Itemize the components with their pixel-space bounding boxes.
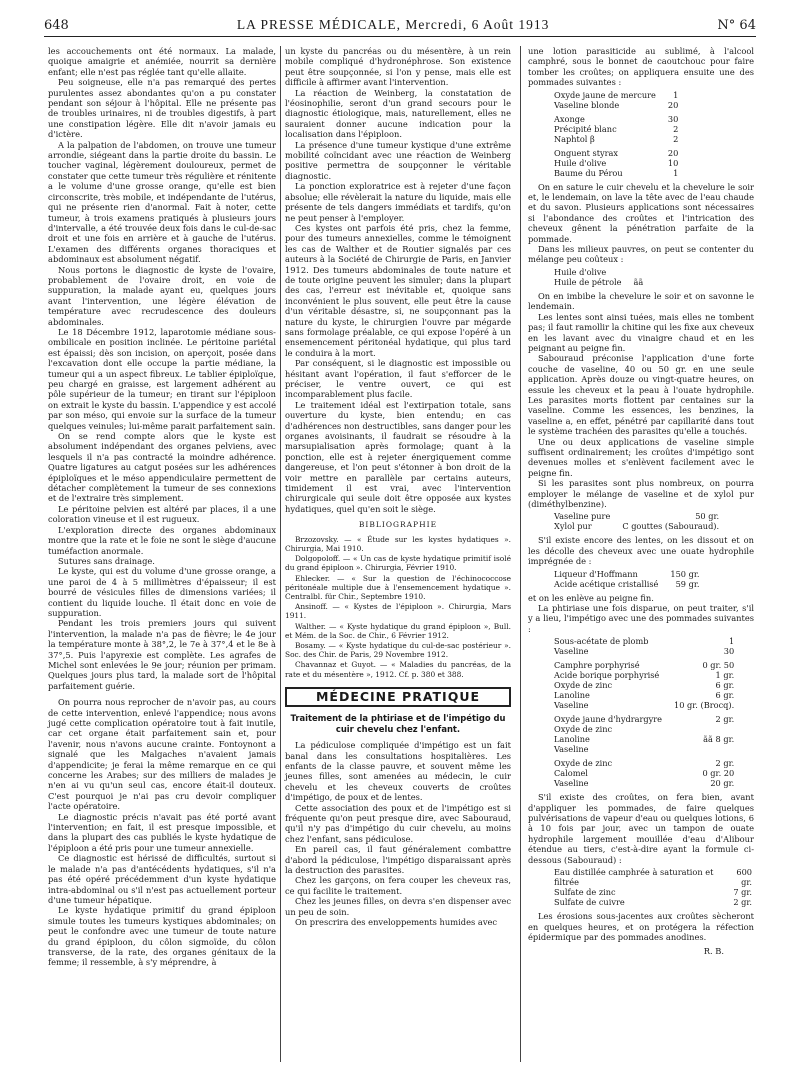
column-rule [280, 46, 281, 1062]
formula-table [552, 511, 721, 531]
ingredient: Naphtol β [554, 133, 595, 144]
ingredient: Camphre porphyrisé [554, 660, 640, 671]
paragraph: On se rend compte alors que le kyste est absolument indépendant des organes pelviens, avec lesquels il n'a pas contracté la moindre adhérence. Quatre ligatures au catgut posées sur les adhérences épiploïques et le méso appendiculaire permettent de détacher complètement la tumeur de ses connexions et de l'extraire très simplement. [48, 431, 276, 504]
quantity: 10 gr. (Brocq). [674, 700, 735, 711]
paragraph: Si les parasites sont plus nombreux, on pourra employer le mélange de vaseline et de xylol pur (diméthylbenzine). [528, 478, 754, 509]
page-header [44, 14, 756, 37]
formula-row [552, 114, 680, 124]
quantity: 1 [673, 89, 679, 100]
paragraph: La pédiculose compliquée d'impétigo est un fait banal dans les consultations hospitalières. Les enfants de la classe pauvre, et souvent même les jeunes filles, sont amenées au médecin, le cuir chevelu et les cheveux couverts de croûtes d'impétigo, de poux et de lentes. [285, 740, 511, 803]
formula-row [552, 168, 680, 178]
ingredient: Oxyde jaune d'hydrargyre [554, 714, 663, 725]
formula-row [552, 744, 736, 754]
quantity [664, 724, 736, 734]
quantity: 30 [723, 646, 735, 657]
paragraph: L'exploration directe des organes abdominaux montre que la rate et le foie ne sont le siège d'aucune tuméfaction anormale. [48, 524, 276, 556]
quantity: 20 gr. [710, 778, 735, 789]
ingredient: Lanoline [554, 690, 590, 701]
quantity: 0 gr. 20 [702, 768, 735, 779]
quantity: 150 gr. [670, 568, 700, 579]
ingredient: Sulfate de zinc [554, 887, 616, 898]
formula-row [552, 734, 736, 744]
formula-table [552, 867, 754, 907]
formula-row [552, 569, 701, 579]
ingredient: Acide acétique cristallisé [554, 578, 659, 589]
formula-row [552, 680, 736, 690]
formula-row [552, 277, 645, 287]
paragraph: Sabouraud préconise l'application d'une forte couche de vaseline, 40 ou 50 gr. en une seule application. Après douze ou vingt-quatre heures, on essuie les cheveux et la peau à l'ouate hydrophile. Les parasites morts flottent par centaines sur la vaseline. Comme les essences, les benzines, la vaseline a, en effet, pénétré par capillarité dans tout le système trachéen des parasites qu'elle a touchés. [528, 353, 754, 437]
formula-row [552, 90, 680, 100]
paragraph: une lotion parasiticide au sublimé, à l'alcool camphré, sous le bonnet de caoutchouc pour faire tomber les croûtes; on appliquera ensuite une des pommades suivantes : [528, 46, 754, 88]
ingredient: Xylol pur [554, 521, 592, 532]
paragraph: un kyste du pancréas ou du mésentère, à un rein mobile compliqué d'hydronéphrose. Son existence peut être soupçonnée, si l'on y pense, mais elle est difficile à affirmer avant l'intervention. [285, 46, 511, 88]
paragraph: les accouchements ont été normaux. La malade, quoique amaigrie et anémiée, nourrit sa dernière enfant; elle n'est pas réglée tant qu'elle allaite. [48, 46, 276, 77]
ingredient: Vaseline [554, 778, 589, 789]
paragraph: On en sature le cuir chevelu et la chevelure le soir et, le lendemain, on lave la tête avec de l'eau chaude et du savon. Plusieurs applications sont nécessaires si l'abondance des croûtes et l'intrication des cheveux gênent la pénétration parfaite de la pommade. [528, 181, 754, 244]
paragraph: Les érosions sous-jacentes aux croûtes sècheront en quelques heures, et on protégera la réfection épidermique par des pommades anodines. [528, 911, 754, 942]
formula-row [552, 897, 754, 907]
paragraph: Le kyste hydatique primitif du grand épiploon simule toutes les tumeurs kystiques abdominales; on peut le confondre avec une tumeur de toute nature du grand épiploon, du côlon sigmoïde, du côlon transverse, de la rate, des organes génitaux de la femme; il ressemble, à s'y méprendre, à [48, 905, 276, 968]
ingredient: Calomel [554, 768, 588, 779]
paragraph: On en imbibe la chevelure le soir et on savonne le lendemain. [528, 290, 754, 312]
quantity [664, 744, 736, 754]
quantity: 7 gr. [733, 887, 752, 898]
formula-row [552, 511, 721, 521]
ingredient: Sulfate de cuivre [554, 897, 625, 908]
ingredient: Oxyde de zinc [554, 724, 613, 735]
paragraph: Une ou deux applications de vaseline simple suffisent ordinairement; les croûtes d'impétigo sont devenues molles et s'enlèvent facilement avec le peigne fin. [528, 436, 754, 478]
formula-row [552, 660, 736, 670]
ingredient: Sous-acétate de plomb [554, 636, 649, 647]
ingredient: Oxyde de zinc [554, 680, 613, 691]
quantity: 2 gr. [715, 758, 735, 769]
ingredient: Axonge [554, 113, 585, 124]
author-signature: R. B. [703, 946, 724, 957]
formula-row [552, 124, 680, 134]
column-3 [528, 46, 754, 957]
paragraph: Ces kystes ont parfois été pris, chez la femme, pour des tumeurs annexielles, comme le témoignent les cas de Walther et de Routier signalés par ces auteurs à la Société de Chirurgie de Paris, en Janvier 1912. Des tumeurs abdominales de toute nature et de toute origine peuvent les simuler; dans la plupart des cas, l'erreur est inévitable et, quoique sans inconvénient le plus souvent, elle peut être la cause d'un véritable désastre, si, ne soupçonnant pas la nature du kyste, le chirurgien l'ouvre par mégarde sans formolage préalable, ce qui expose l'opéré à un ensemencement péritonéal hydatique, qui plus tard le conduira à la mort. [285, 222, 511, 358]
paragraph: On prescrira des enveloppements humides avec [295, 917, 498, 928]
quantity: 1 [673, 167, 679, 178]
quantity [623, 267, 645, 277]
quantity: 1 gr. [715, 670, 735, 681]
paragraph: Nous portons le diagnostic de kyste de l'ovaire, probablement de l'ovaire droit, en voie de suppuration, la malade ayant eu, quelques jours avant l'intervention, une légère élévation de température avec recrudescence des douleurs abdominales. [48, 264, 276, 327]
bibliography-entry: Brzozovsky. — « Étude sur les kystes hydatiques ». Chirurgia, Mai 1910. [285, 534, 511, 553]
ingredient: Baume du Pérou [554, 167, 623, 178]
quantity: 2 [673, 123, 679, 134]
formula-row [552, 670, 736, 680]
ingredient: Huile d'olive [554, 266, 607, 277]
paragraph: En pareil cas, il faut généralement combattre d'abord la pédiculose, l'impétigo disparaissant après la destruction des parasites. [285, 844, 511, 876]
ingredient: Lanoline [554, 734, 590, 745]
formula-row [552, 521, 721, 531]
quantity: 30 [667, 113, 679, 124]
formula-row [552, 646, 736, 656]
ingredient: Vaseline [554, 646, 589, 657]
formula-row [552, 134, 680, 144]
paragraph: et on les enlève au peigne fin. [528, 592, 654, 603]
paragraph: La phtiriase une fois disparue, on peut traiter, s'il y a lieu, l'impétigo avec une des pommades suivantes : [528, 603, 754, 634]
formula-row [552, 867, 754, 887]
quantity: C gouttes (Sabouraud). [622, 521, 720, 532]
ingredient: Vaseline [554, 700, 589, 711]
quantity: 50 gr. [695, 511, 720, 522]
formula-row [552, 267, 645, 277]
ingredient: Huile de pétrole [554, 276, 622, 287]
paragraph: S'il existe encore des lentes, on les dissout et on les décolle des cheveux avec une ouate hydrophile imprégnée de : [528, 535, 754, 567]
paragraph: Pendant les trois premiers jours qui suivent l'intervention, la malade n'a pas de fièvre; le 4e jour la température monte à 38°,2, le 7e à 37°,4 et le 8e à 37°,5. Puis l'apyrexie est complète. Les agrafes de Michel sont enlevées le 9e jour; réunion per primam. Quelques jours plus tard, la malade sort de l'hôpital parfaitement guérie. [48, 618, 276, 691]
formula-row [552, 714, 736, 724]
ingredient: Onguent styrax [554, 147, 619, 158]
bibliography-entry: Dolgopoloff. — « Un cas de kyste hydatique primitif isolé du grand épiploon ». Chirurgia, Février 1910. [285, 554, 511, 573]
formula-row [552, 778, 736, 788]
ingredient: Oxyde jaune de mercure [554, 89, 656, 100]
paragraph: Par conséquent, si le diagnostic est impossible ou hésitant avant l'opération, il faut s'efforcer de le préciser, le ventre ouvert, ce qui est incomparablement plus facile. [285, 358, 511, 400]
issue-number: N° 64 [717, 17, 756, 33]
quantity: 1 [728, 636, 735, 647]
formula-table [552, 569, 701, 589]
bibliography-entry: Walther. — « Kyste hydatique du grand épiploon », Bull. et Mém. de la Soc. de Chir., 6 Février 1912. [285, 621, 511, 640]
paragraph: La présence d'une tumeur kystique d'une extrême mobilité coïncidant avec une réaction de Weinberg positive permettra de soupçonner le véritable diagnostic. [285, 139, 511, 181]
formula-row [552, 724, 736, 734]
formula-row [552, 148, 680, 158]
ingredient: Eau distillée camphrée à saturation et filtrée [554, 867, 714, 888]
paragraph: Le 18 Décembre 1912, laparotomie médiane sous-ombilicale en position inclinée. Le péritoine pariétal est épaissi; dès son incision, on aperçoit, posée dans l'excavation dont elle occupe la partie médiane, la tumeur qui a un aspect fibreux. Le tablier épiploïque, peu chargé en graisse, est largement adhérent au pôle supérieur de la tumeur; en tirant sur l'épiploon on extrait le kyste du bassin. L'appendice y est accolé par son méso, qui envoie sur la surface de la tumeur quelques veinules; lui-même parait parfaitement sain. [48, 326, 276, 431]
ingredient: Vaseline blonde [554, 99, 620, 110]
quantity: 20 [667, 147, 679, 158]
bibliography-entry: Ansinoff. — « Kystes de l'épiploon ». Chirurgia, Mars 1911. [285, 602, 511, 621]
quantity: ãã [633, 276, 644, 287]
formula-table [552, 90, 680, 178]
formula-row [552, 636, 736, 646]
paragraph: Le péritoine pelvien est altéré par places, il a une coloration vineuse et il est rugueux. [48, 503, 276, 525]
ingredient: Oxyde de zinc [554, 758, 613, 769]
column-2 [285, 46, 511, 927]
quantity: 6 gr. [715, 680, 735, 691]
bibliography-heading: BIBLIOGRAPHIE [358, 520, 438, 530]
formula-row [552, 768, 736, 778]
bibliography-entry: Chavannaz et Guyot. — « Maladies du pancréas, de la rate et du mésentère », 1912. Cf. p. 380 et 388. [285, 660, 511, 679]
quantity: 6 gr. [715, 690, 735, 701]
formula-row [552, 700, 736, 710]
quantity: 2 [673, 133, 679, 144]
column-1 [48, 46, 276, 968]
paragraph: Chez les garçons, on fera couper les cheveux ras, ce qui facilite le traitement. [285, 875, 511, 896]
page-number: 648 [44, 17, 69, 33]
quantity: 10 [667, 157, 679, 168]
paragraph: Sutures sans drainage. [58, 555, 155, 566]
bibliography-entry: Ehlecker. — « Sur la question de l'échinococcose péritonéale multiple due à l'ensemencement hydatique ». Centralbl. für Chir., Septembre 1910. [285, 573, 511, 601]
paragraph: Les lentes sont ainsi tuées, mais elles ne tombent pas; il faut ramollir la chitine qui les fixe aux cheveux en les lavant avec du vinaigre chaud et en les peignant au peigne fin. [528, 311, 754, 353]
ingredient: Précipité blanc [554, 123, 617, 134]
journal-title: LA PRESSE MÉDICALE, Mercredi, 6 Août 1913 [236, 17, 550, 32]
quantity: 2 gr. [733, 897, 752, 908]
section-heading: MÉDECINE PRATIQUE [285, 687, 511, 707]
ingredient: Huile d'olive [554, 157, 607, 168]
formula-row [552, 690, 736, 700]
quantity: 600 gr. [736, 867, 752, 888]
paragraph: Le diagnostic précis n'avait pas été porté avant l'intervention; en fait, il est presque impossible, et dans la plupart des cas publiés le kyste hydatique de l'épiploon a été pris pour une tumeur annexielle. [48, 811, 276, 853]
ingredient: Liqueur d'Hoffmann [554, 568, 638, 579]
paragraph: Le kyste, qui est du volume d'une grosse orange, a une paroi de 4 à 5 millimètres d'épaisseur; il est bourré de vésicules filles de dimensions variées; il contient du liquide louche. Il était donc en voie de suppuration. [48, 566, 276, 618]
paragraph: A la palpation de l'abdomen, on trouve une tumeur arrondie, siégeant dans la partie droite du bassin. Le toucher vaginal, légèrement douloureux, permet de constater que cette tumeur très régulière et rénitente a le volume d'une grosse orange, qu'elle est bien circonscrite, très mobile, et indépendante de l'utérus, qui ne présente rien d'anormal. Fait à noter, cette tumeur, à trois examens pratiqués à plusieurs jours d'intervalle, a été trouvée deux fois dans le cul-de-sac droit et une fois en arrière et à gauche de l'utérus. L'examen des différents organes thoraciques et abdominaux est absolument négatif. [48, 139, 276, 265]
quantity: ãã 8 gr. [703, 734, 735, 745]
quantity: 20 [667, 99, 679, 110]
ingredient: Vaseline [554, 744, 589, 755]
quantity: 59 gr. [675, 578, 700, 589]
bibliography-entry: Bosamy. — « Kyste hydatique du cul-de-sac postérieur ». Soc. des Chir. de Paris, 29 Novembre 1912. [285, 640, 511, 660]
ingredient: Acide borique porphyrisé [554, 670, 660, 681]
paragraph: La réaction de Weinberg, la constatation de l'éosinophilie, seront d'un grand secours pour le diagnostic étiologique, mais, naturellement, elles ne sauraient donner aucune indication pour la localisation dans l'épiploon. [285, 87, 511, 140]
quantity: 0 gr. 50 [702, 660, 735, 671]
quantity: 2 gr. [715, 714, 735, 725]
formula-row [552, 100, 680, 110]
formula-table [552, 636, 736, 788]
paragraph: Ce diagnostic est hérissé de difficultés, surtout si le malade n'a pas d'antécédents hydatiques, s'il n'a pas été opéré précédemment d'un kyste hydatique intra-abdominal ou s'il n'est pas actuellement porteur d'une tumeur hépatique. [48, 853, 276, 905]
formula-table [552, 267, 645, 287]
formula-row [552, 158, 680, 168]
paragraph: Cette association des poux et de l'impétigo est si fréquente qu'on peut presque dire, avec Sabouraud, qu'il n'y pas d'impétigo du cuir chevelu, au moins chez l'enfant, sans pédiculose. [285, 802, 511, 844]
paragraph: Peu soigneuse, elle n'a pas remarqué des pertes purulentes assez abondantes qu'on a pu constater pendant son séjour à l'hôpital. Elle ne présente pas de troubles urinaires, ni de troubles digestifs, à part une constipation légère. Elle dit n'avoir jamais eu d'ictère. [48, 77, 276, 140]
article-title: Traitement de la phtiriase et de l'impétigo du cuir chevelu chez l'enfant. [290, 713, 506, 734]
formula-row [552, 887, 754, 897]
paragraph: On pourra nous reprocher de n'avoir pas, au cours de cette intervention, enlevé l'appendice; nous avons jugé cette complication opératoire tout à fait inutile, car cet organe était parfaitement sain et, pour l'avenir, nous n'avons aucune crainte. Fontoynont a signalé que les Malgaches n'avaient jamais d'appendicite; je ferai la même remarque en ce qui concerne les Arabes; sur des milliers de malades je n'en ai vu qu'un seul cas, encore était-il douteux. C'est pourquoi je n'ai pas cru devoir compliquer l'acte opératoire. [48, 697, 276, 812]
paragraph: La ponction exploratrice est à rejeter d'une façon absolue; elle révèlerait la nature du liquide, mais elle présente de tels dangers immédiats et tardifs, qu'on ne peut penser à l'employer. [285, 181, 511, 223]
formula-row [552, 758, 736, 768]
paragraph: Chez les jeunes filles, on devra s'en dispenser avec un peu de soin. [285, 896, 511, 917]
paragraph: Le traitement idéal est l'extirpation totale, sans ouverture du kyste, bien entendu; en cas d'adhérences non destructibles, sans danger pour les organes avoisinants, il faudrait se résoudre à la marsupialisation après formolage; quant à la ponction, elle est à rejeter énergiquement comme dangereuse, et l'on peut s'étonner à bon droit de la voir mettre en parallèle par certains auteurs, timidement il est vrai, avec l'intervention chirurgicale qui seule doit être opposée aux kystes hydatiques, quel qu'en soit le siège. [285, 399, 511, 514]
ingredient: Vaseline pure [554, 511, 611, 522]
paragraph: Dans les milieux pauvres, on peut se contenter du mélange peu coûteux : [528, 244, 754, 265]
paragraph: S'il existe des croûtes, on fera bien, avant d'appliquer les pommades, de faire quelques pulvérisations de vapeur d'eau ou quelques lotions, 6 à 10 fois par jour, avec un tampon de ouate hydrophile largement mouillée d'eau d'Alibour étendue au tiers, c'est-à-dire ayant la formule ci-dessous (Sabouraud) : [528, 792, 754, 865]
column-rule [520, 46, 521, 1062]
formula-row [552, 579, 701, 589]
